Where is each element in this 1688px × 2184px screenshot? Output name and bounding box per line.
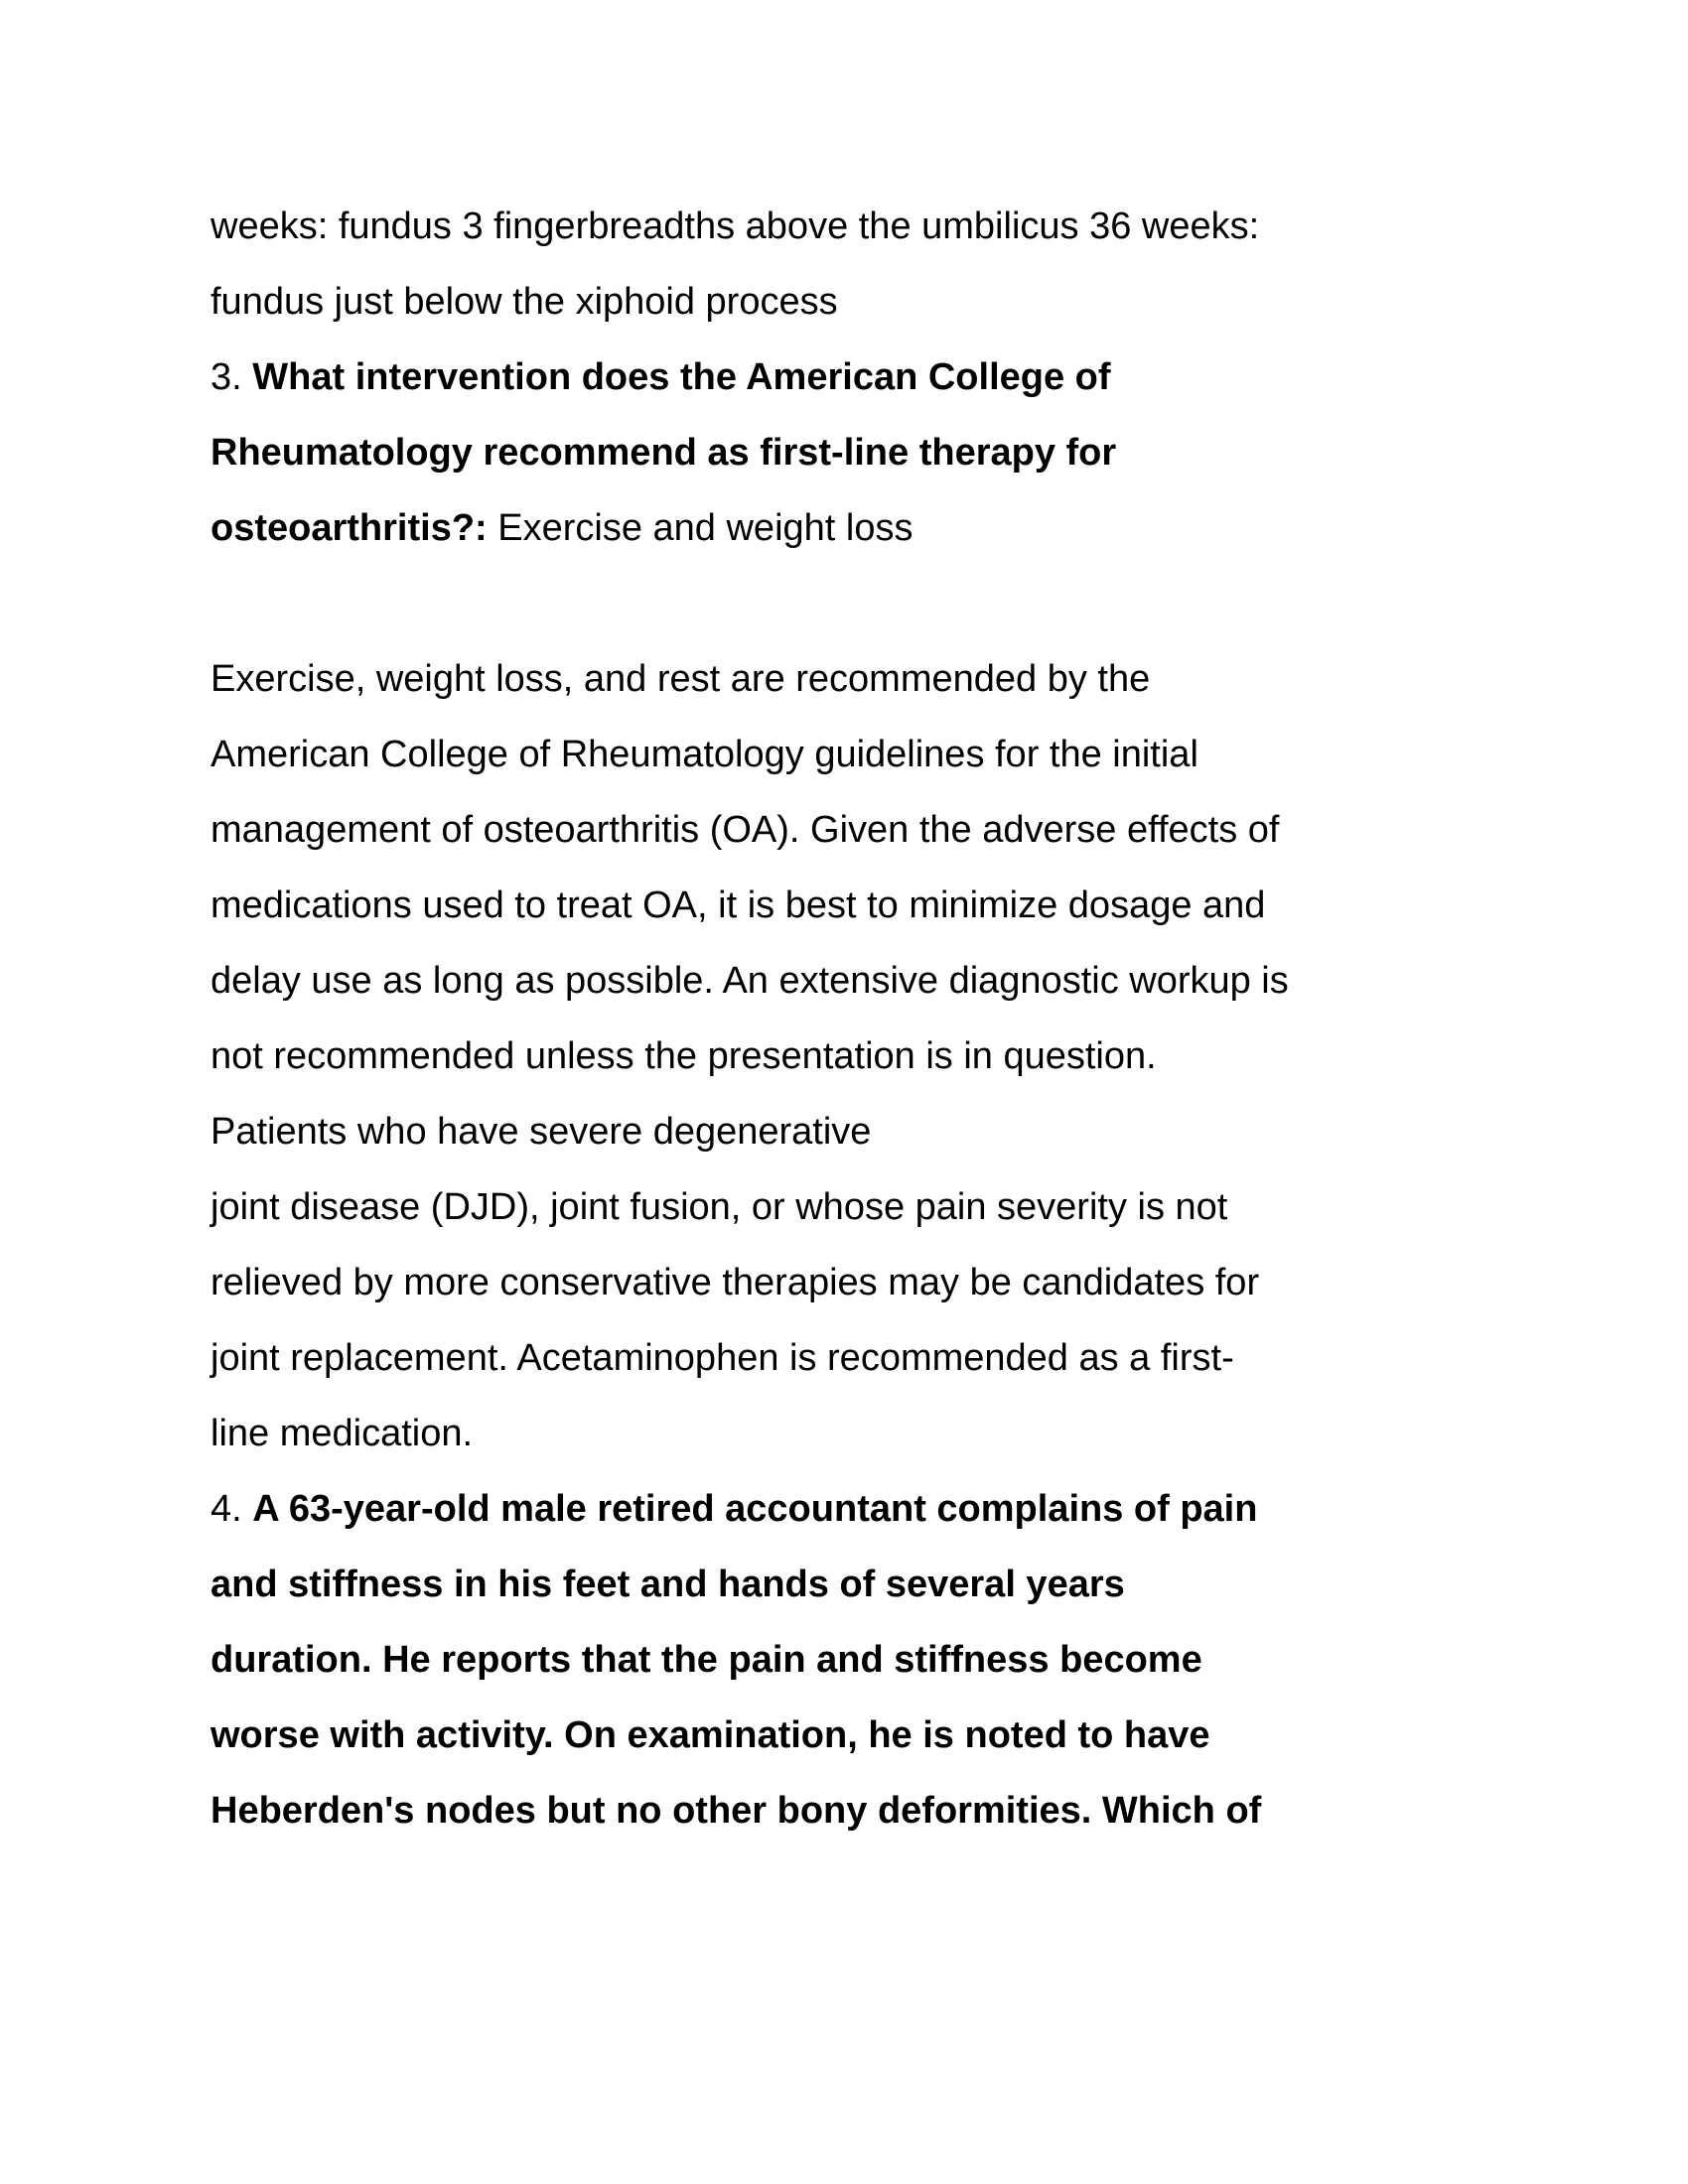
explanation-line: line medication. xyxy=(211,1413,474,1454)
question-text: What intervention does the American College of xyxy=(252,356,1111,398)
question-4-line xyxy=(211,1471,1521,1547)
question-4-line xyxy=(211,1547,1521,1622)
question-text: duration. He reports that the pain and stiffness become xyxy=(211,1639,1202,1681)
question-3-line xyxy=(211,340,1521,415)
explanation-line: delay use as long as possible. An extensive diagnostic workup is xyxy=(211,960,1289,1002)
question-number: 3. xyxy=(211,356,242,398)
answer-text: Exercise and weight loss xyxy=(497,507,914,549)
explanation-line: Exercise, weight loss, and rest are recommended by the xyxy=(211,658,1151,700)
question-3-line xyxy=(211,490,1521,566)
question-3-line xyxy=(211,415,1521,490)
explanation-line: joint disease (DJD), joint fusion, or whose pain severity is not xyxy=(211,1186,1228,1228)
document-page xyxy=(211,189,1521,1848)
intro-line: fundus just below the xiphoid process xyxy=(211,281,838,323)
question-text: and stiffness in his feet and hands of several years xyxy=(211,1564,1125,1605)
explanation-line: medications used to treat OA, it is best to minimize dosage and xyxy=(211,885,1266,926)
question-text: Rheumatology recommend as first-line therapy for xyxy=(211,432,1117,474)
spacer xyxy=(211,566,1521,641)
explanation-line: joint replacement. Acetaminophen is recommended as a first- xyxy=(211,1337,1234,1379)
explanation-line: relieved by more conservative therapies may be candidates for xyxy=(211,1262,1260,1303)
explanation-line: American College of Rheumatology guidelines for the initial xyxy=(211,734,1198,775)
question-4-line xyxy=(211,1622,1521,1698)
explanation-line: Patients who have severe degenerative xyxy=(211,1111,872,1153)
explanation-line: not recommended unless the presentation is in question. xyxy=(211,1035,1157,1077)
question-text: worse with activity. On examination, he is noted to have xyxy=(211,1714,1210,1756)
question-text: Heberden's nodes but no other bony deformities. Which of xyxy=(211,1790,1262,1832)
question-text: osteoarthritis?: xyxy=(211,507,488,549)
intro-line: weeks: fundus 3 fingerbreadths above the umbilicus 36 weeks: xyxy=(211,205,1260,247)
explanation-line: management of osteoarthritis (OA). Given the adverse effects of xyxy=(211,809,1280,851)
question-text: A 63-year-old male retired accountant complains of pain xyxy=(252,1488,1258,1530)
question-4-line xyxy=(211,1698,1521,1773)
question-4-line xyxy=(211,1773,1521,1848)
question-number: 4. xyxy=(211,1488,242,1530)
